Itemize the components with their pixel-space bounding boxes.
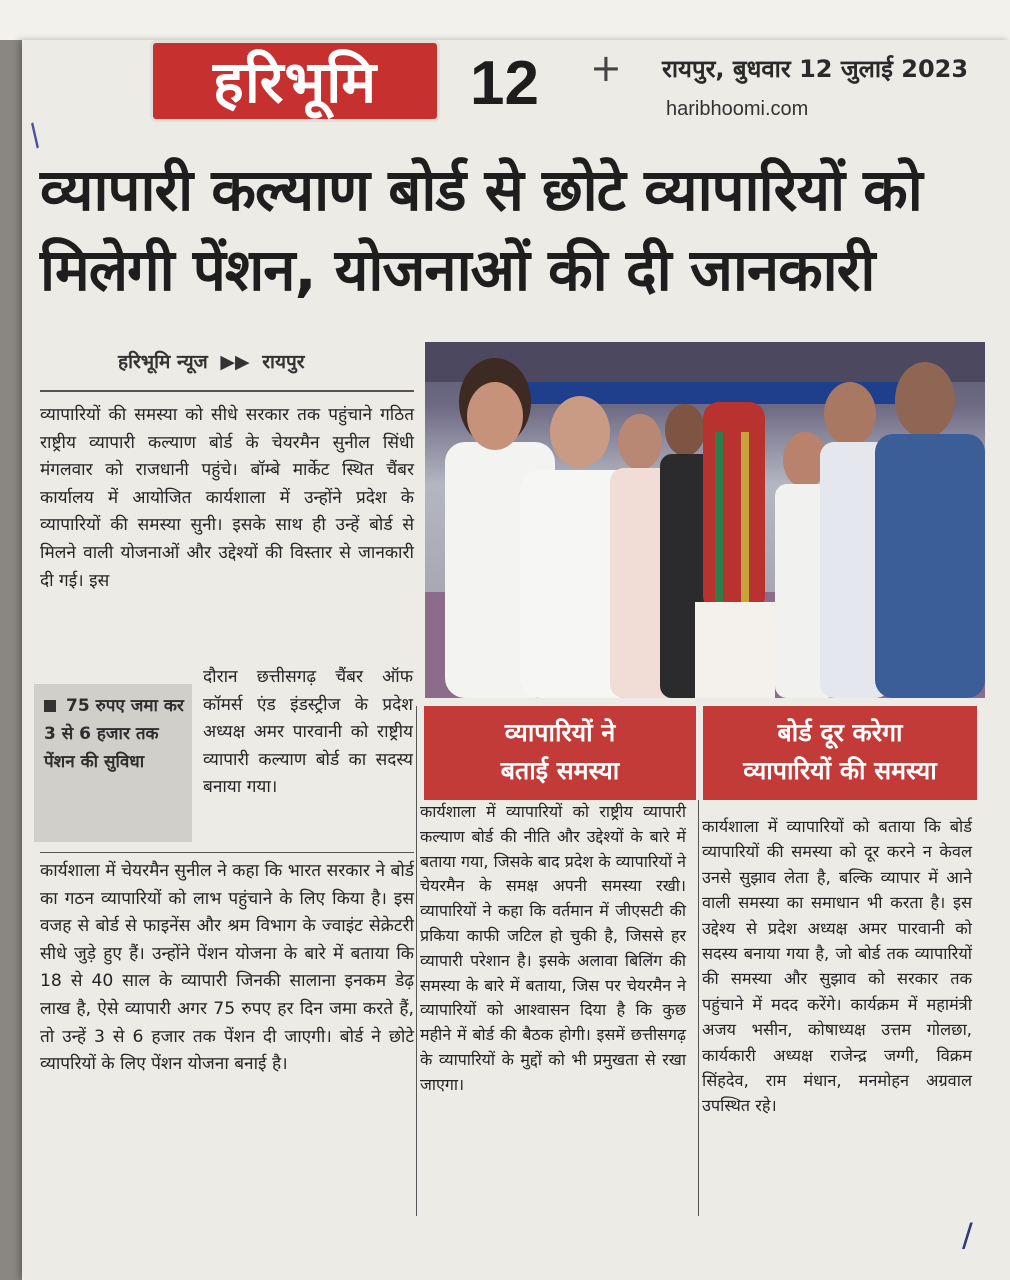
column-divider: [40, 852, 414, 853]
square-bullet-icon: [44, 700, 56, 712]
sidebar-right-heading-line-1: बोर्ड दूर करेगा: [777, 718, 903, 747]
sidebar-left-body: कार्यशाला में व्यापारियों को राष्ट्रीय व्यापारी कल्याण बोर्ड की नीति और उद्देश्यों के बारे में बताया गया, जिसके बाद प्रदेश के व्यापारियों ने चेयरमैन के समक्ष अपनी समस्या रखी। व्यापारियों ने कहा कि वर्तमान में जीएसटी की प्रकिया काफी जटिल हो चुकी है, जिससे हर व्यापारी परेशान है। इसके अलावा बिलिंग की समस्या के बारे में बताया, जिस पर चेयरमैन ने व्यापारियों को आश्वासन दिया है कि कुछ महीने में बोर्ड की बैठक होगी। इसमें छत्तीसगढ़ के व्यापारियों के मुद्दों को भी प्रमुखता से रखा जाएगा।: [420, 802, 686, 1094]
sidebar-left-heading: [424, 706, 696, 800]
headline-line-2: मिलेगी पेंशन, योजनाओं की दी जानकारी: [40, 236, 875, 304]
sidebar-left-heading-line-1: व्यापारियों ने: [504, 718, 616, 747]
event-photo: [425, 342, 985, 698]
website-url: haribhoomi.com: [666, 98, 809, 120]
column-divider: [416, 706, 417, 1216]
dateline: रायपुर, बुधवार 12 जुलाई 2023: [662, 55, 969, 83]
event-photo-illustration: [425, 342, 985, 698]
byline: [118, 348, 305, 374]
sidebar-right-heading-line-2: व्यापारियों की समस्या: [743, 756, 937, 785]
article-paragraph-2: कार्यशाला में चेयरमैन सुनील ने कहा कि भारत सरकार ने बोर्ड का गठन व्यापारियों को लाभ पहुंचाने के लिए किया है। इस वजह से बोर्ड से फाइनेंस और श्रम विभाग के ज्वाइंट सेक्रेटरी सीधे जुड़े हुए हैं। उन्होंने पेंशन योजना के बारे में बताया कि 18 से 40 साल के व्यापारी जिनकी सालाना इनकम डेढ़ लाख है, ऐसे व्यापारी अगर 75 रुपए हर दिन जमा करते हैं, तो उन्हें 3 से 6 हजार तक पेंशन दी जाएगी। बोर्ड ने छोटे व्यापरियों के लिए पेंशन योजना बनाई है।: [40, 861, 414, 1075]
byline-rule: [40, 390, 414, 392]
newspaper-logo: हरिभूमि: [150, 40, 440, 122]
pen-end-mark-icon: /: [962, 1216, 973, 1254]
headline-line-1: व्यापारी कल्याण बोर्ड से छोटे व्यापारियों को: [40, 156, 922, 224]
pen-tick-mark-icon: /: [21, 117, 49, 154]
registration-mark-icon: +: [590, 46, 622, 90]
page-top-margin: [0, 0, 1010, 40]
sidebar-right-heading: [703, 706, 977, 800]
article-paragraph-1: व्यापारियों की समस्या को सीधे सरकार तक पहुंचाने गठित राष्ट्रीय व्यापारी कल्याण बोर्ड के चेयरमैन सुनील सिंधी मंगलवार को राजधानी पहुंचे। बॉम्बे मार्केट स्थित चैंबर कार्यालय में आयोजित कार्यशाला में उन्होंने प्रदेश के व्यापारियों की समस्या सुनी। इसके साथ ही उन्हें बोर्ड से मिलने वाली योजनाओं और उद्देश्यों की विस्तार से जानकारी दी गई। इस: [40, 405, 414, 591]
byline-source: हरिभूमि न्यूज: [118, 351, 208, 373]
byline-arrows-icon: ▶▶: [220, 351, 250, 373]
column-divider: [698, 800, 699, 1216]
pension-callout-box: [34, 684, 192, 842]
sidebar-left-heading-line-2: बताई समस्या: [500, 756, 620, 785]
article-paragraph-1-continued: दौरान छत्तीसगढ़ चैंबर ऑफ कॉमर्स एंड इंडस्ट्रीज के प्रदेश अध्यक्ष अमर पारवानी को राष्ट्रीय व्यापारी कल्याण बोर्ड का सदस्य बनाया गया।: [203, 667, 413, 798]
sidebar-right-body: कार्यशाला में व्यापारियों को बताया कि बोर्ड व्यापारियों की समस्या को दूर करने न केवल उनसे सुझाव लेता है, बल्कि व्यापार में आने वाली समस्या का समाधान भी करता है। इस उद्देश्य से प्रदेश अध्यक्ष अमर पारवानी को सदस्य बनाया गया है, जो बोर्ड तक व्यापारियों की समस्या और सुझाव को सरकार तक पहुंचाने में मदद करेंगे। कार्यक्रम में महामंत्री अजय भसीन, कोषाध्यक्ष उत्तम गोलछा, कार्यकारी अध्यक्ष राजेन्द्र जग्गी, विक्रम सिंहदेव, राम मंधान, मनमोहन अग्रवाल उपस्थित रहे।: [702, 817, 972, 1116]
headline: [40, 150, 990, 310]
byline-city: रायपुर: [262, 351, 305, 373]
callout-text: 75 रुपए जमा कर 3 से 6 हजार तक पेंशन की सुविधा: [44, 696, 184, 772]
page-number: 12: [470, 49, 539, 118]
